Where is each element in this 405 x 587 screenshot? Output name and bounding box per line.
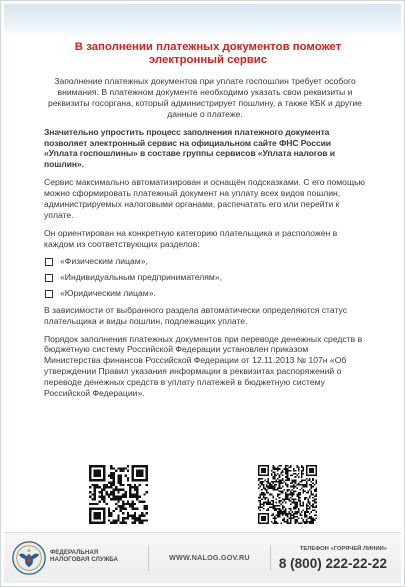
qr-code-icon[interactable] bbox=[258, 465, 317, 524]
org-name-line-2: НАЛОГОВАЯ СЛУЖБА bbox=[50, 556, 118, 564]
hotline-label: ТЕЛЕФОН «ГОРЯЧЕЙ ЛИНИИ» bbox=[299, 546, 387, 552]
org-name bbox=[50, 549, 118, 564]
hotline-phone[interactable]: 8 (800) 222-22-22 bbox=[278, 556, 387, 571]
intro-paragraph: Заполнение платежных документов при уплате госпошлин требует особого внимания. В платежном документе необходимо указать свои реквизиты и реквизиты госоргана, который администрирует пошлину, а также КБК и другие данные о платеже. bbox=[48, 76, 362, 119]
auto-paragraph: В зависимости от выбранного раздела автоматически определяются статус плательщика и виды пошлин, подлежащих уплате. bbox=[44, 304, 348, 326]
category-label: «Физическим лицам», bbox=[60, 256, 148, 267]
highlight-paragraph: Значительно упростить процесс заполнения платежного документа позволяет электронный сервис на официальном сайте ФНС России «Уплата госпошлины» в составе группы сервисов «Уплата налогов и пошлин». bbox=[44, 126, 335, 170]
leaflet-content bbox=[44, 41, 366, 406]
fns-eagle-emblem-icon bbox=[12, 541, 46, 575]
title-line-2: электронный сервис bbox=[148, 54, 268, 66]
list-item bbox=[44, 273, 366, 283]
order-paragraph: Порядок заполнения платежных документов при переводе денежных средств в бюджетную систему Российской Федерации установлен приказом Министерства финансов Российской Федерации от 12.11.2013 № 107н «Об утверждении Правил указания информации в реквизитах распоряжений о переводе денежных средств в уплату платежей в бюджетную систему Российской Федерации». bbox=[44, 333, 363, 399]
title-line-1: В заполнении платежных документов поможет bbox=[74, 41, 342, 53]
footer bbox=[4, 533, 401, 583]
service-paragraph: Сервис максимально автоматизирован и оснащён подсказками. С его помощью можно сформировать платежный документ на уплату всех видов пошлин, администрируемых налоговыми органами, распечатать его или перейти к уплате. bbox=[44, 177, 365, 220]
footer-divider-left bbox=[148, 545, 149, 571]
list-item bbox=[44, 257, 366, 267]
website-link[interactable]: WWW.NALOG.GOV.RU bbox=[169, 553, 250, 562]
category-label: «Юридическим лицам». bbox=[60, 288, 156, 299]
qr-code-icon[interactable] bbox=[89, 465, 148, 524]
header-band bbox=[4, 4, 401, 37]
oriented-paragraph: Он ориентирован на конкретную категорию плательщика и расположен в каждом из соответствующих разделов: bbox=[44, 227, 338, 249]
leaflet-title bbox=[50, 41, 366, 67]
list-item bbox=[44, 289, 366, 299]
checkbox-icon bbox=[45, 258, 53, 266]
footer-divider-right bbox=[270, 545, 271, 571]
org-name-line-1: ФЕДЕРАЛЬНАЯ bbox=[50, 549, 99, 556]
category-label: «Индивидуальным предпринимателям», bbox=[60, 272, 222, 283]
checkbox-icon bbox=[45, 274, 53, 282]
checkbox-icon bbox=[45, 290, 53, 298]
category-list bbox=[44, 257, 366, 299]
